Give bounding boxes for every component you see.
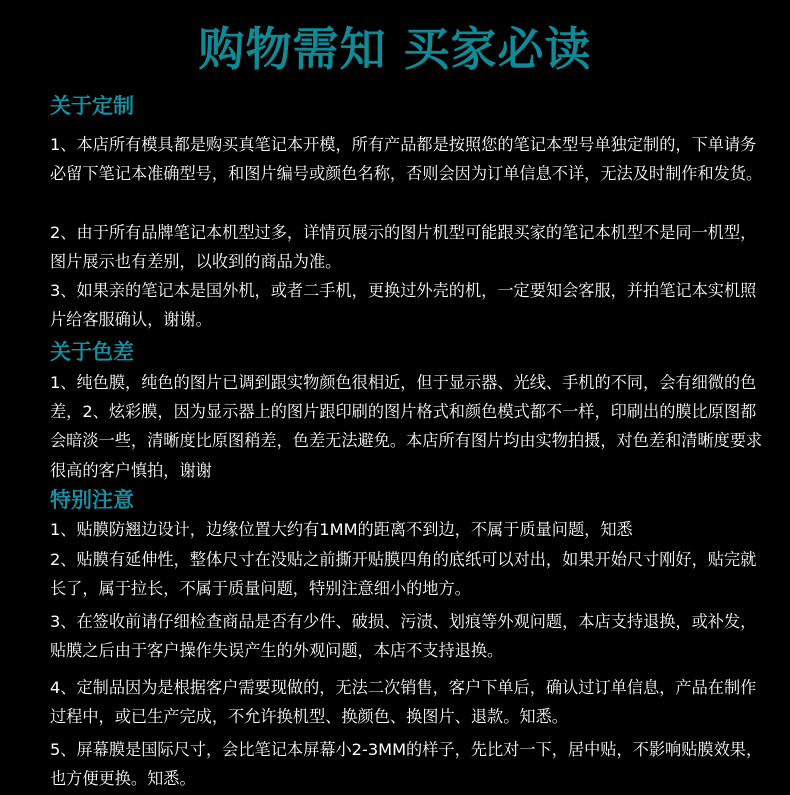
notice-item-5: 5、屏幕膜是国际尺寸，会比笔记本屏幕小2-3MM的样子，先比对一下，居中贴，不影响贴膜效果，也方便更换。知悉。 [50,740,763,789]
notice-item-1: 1、贴膜防翘边设计，边缘位置大约有1MM的距离不到边，不属于质量问题，知悉 [50,520,633,539]
page-title: 购物需知 买家必读 [198,22,592,76]
color-difference-item-1: 1、纯色膜，纯色的图片已调到跟实物颜色很相近，但于显示器、光线、手机的不同，会有细微的色差，2、炫彩膜，因为显示器上的图片跟印刷的图片格式和颜色模式都不一样，印刷出的膜比原图都会暗淡一些，清晰度比原图稍差，色差无法避免。本店所有图片均由实物拍摄，对色差和清晰度要求很高的客户慎拍，谢谢 [50,373,763,480]
notice-item-3: 3、在签收前请仔细检查商品是否有少件、破损、污渍、划痕等外观问题，本店支持退换，或补发，贴膜之后由于客户操作失误产生的外观问题，本店不支持退换。 [50,612,757,661]
notice-item-4: 4、定制品因为是根据客户需要现做的，无法二次销售，客户下单后，确认过订单信息，产品在制作过程中，或已生产完成，不允许换机型、换颜色、换图片、退款。知悉。 [50,678,757,727]
custom-item-2: 2、由于所有品牌笔记本机型过多，详情页展示的图片机型可能跟买家的笔记本机型不是同一机型，图片展示也有差别，以收到的商品为准。 [50,223,757,272]
section-heading-special-notice: 特别注意 [50,488,134,512]
section-heading-custom: 关于定制 [50,94,134,118]
custom-item-3: 3、如果亲的笔记本是国外机，或者二手机，更换过外壳的机，一定要知会客服，并拍笔记本实机照片给客服确认，谢谢。 [50,281,757,330]
custom-item-1: 1、本店所有模具都是购买真笔记本开模，所有产品都是按照您的笔记本型号单独定制的，下单请务必留下笔记本准确型号，和图片编号或颜色名称，否则会因为订单信息不详，无法及时制作和发货。 [50,135,763,184]
section-heading-color-difference: 关于色差 [50,340,134,364]
notice-item-2: 2、贴膜有延伸性，整体尺寸在没贴之前撕开贴膜四角的底纸可以对出，如果开始尺寸刚好，贴完就长了，属于拉长，不属于质量问题，特别注意细小的地方。 [50,550,757,599]
